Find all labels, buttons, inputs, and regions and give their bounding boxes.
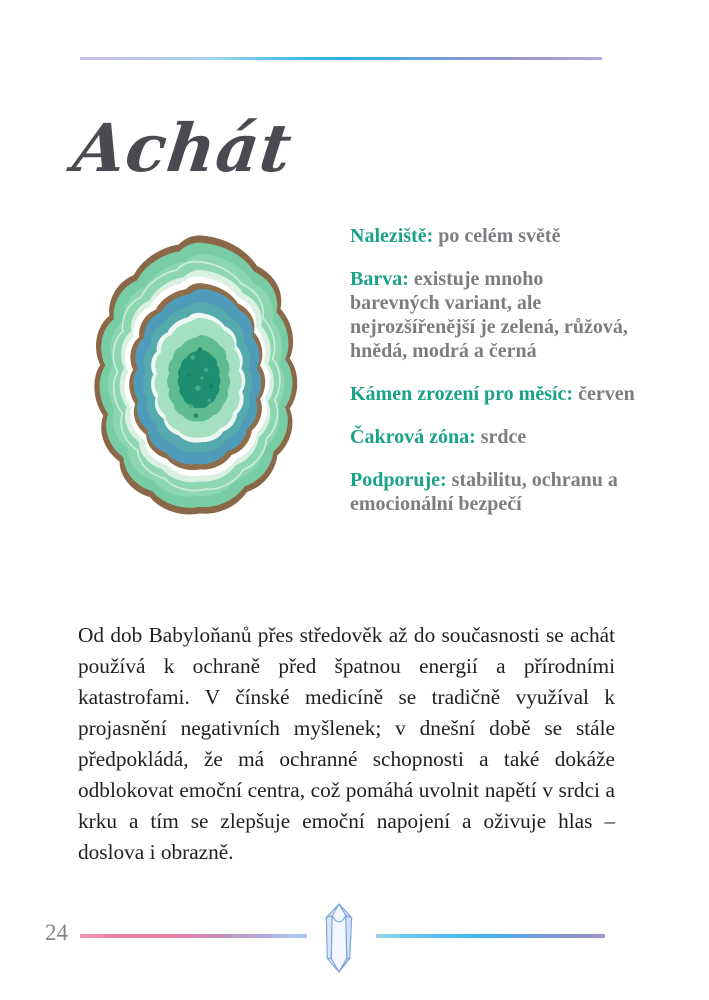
- crystal-icon: [317, 903, 361, 973]
- page-title: Achát: [69, 109, 297, 187]
- body-paragraph: Od dob Babyloňanů přes středověk až do současnosti se achát používá k ochraně před špatnou energií a přírodními katastrofami. V čínské medicíně se tradičně využíval k projasnění negativních myšlenek; v dnešní době se stále předpokládá, že má ochranné schopnosti a také dokáže odblokovat emoční centra, což pomáhá uvolnit napětí v srdci a krku a tím se zlepšuje emoční napojení a oživuje hlas – doslova i obrazně.: [78, 623, 615, 864]
- info-value: červen: [578, 383, 635, 405]
- page-number: 24: [45, 920, 68, 945]
- info-value: srdce: [480, 426, 527, 448]
- info-value: po celém světě: [438, 225, 561, 247]
- footer-gradient-divider-left: [80, 934, 307, 938]
- info-item-barva: [350, 267, 636, 363]
- info-value: existuje mnoho barevných variant, ale nejrozšířenější je zelená, růžová, hnědá, modrá a černá: [350, 268, 628, 362]
- info-label: Podporuje:: [350, 469, 447, 491]
- info-item-podporuje: [350, 468, 636, 516]
- footer-gradient-divider-right: [376, 934, 605, 938]
- agate-illustration: [88, 226, 312, 534]
- info-label: Kámen zrození pro měsíc:: [350, 383, 574, 405]
- info-label: Naleziště:: [350, 225, 434, 247]
- info-value: stabilitu, ochranu a emocionální bezpečí: [350, 469, 618, 515]
- info-item-naleziste: [350, 224, 636, 248]
- info-label: Čakrová zóna:: [350, 426, 476, 448]
- top-gradient-divider: [80, 57, 602, 60]
- info-list: [350, 224, 636, 535]
- info-item-cakrova-zona: [350, 425, 636, 449]
- info-item-kamen-zrozeni: [350, 382, 636, 406]
- agate-watercolor-svg: [88, 226, 312, 534]
- info-label: Barva:: [350, 268, 409, 290]
